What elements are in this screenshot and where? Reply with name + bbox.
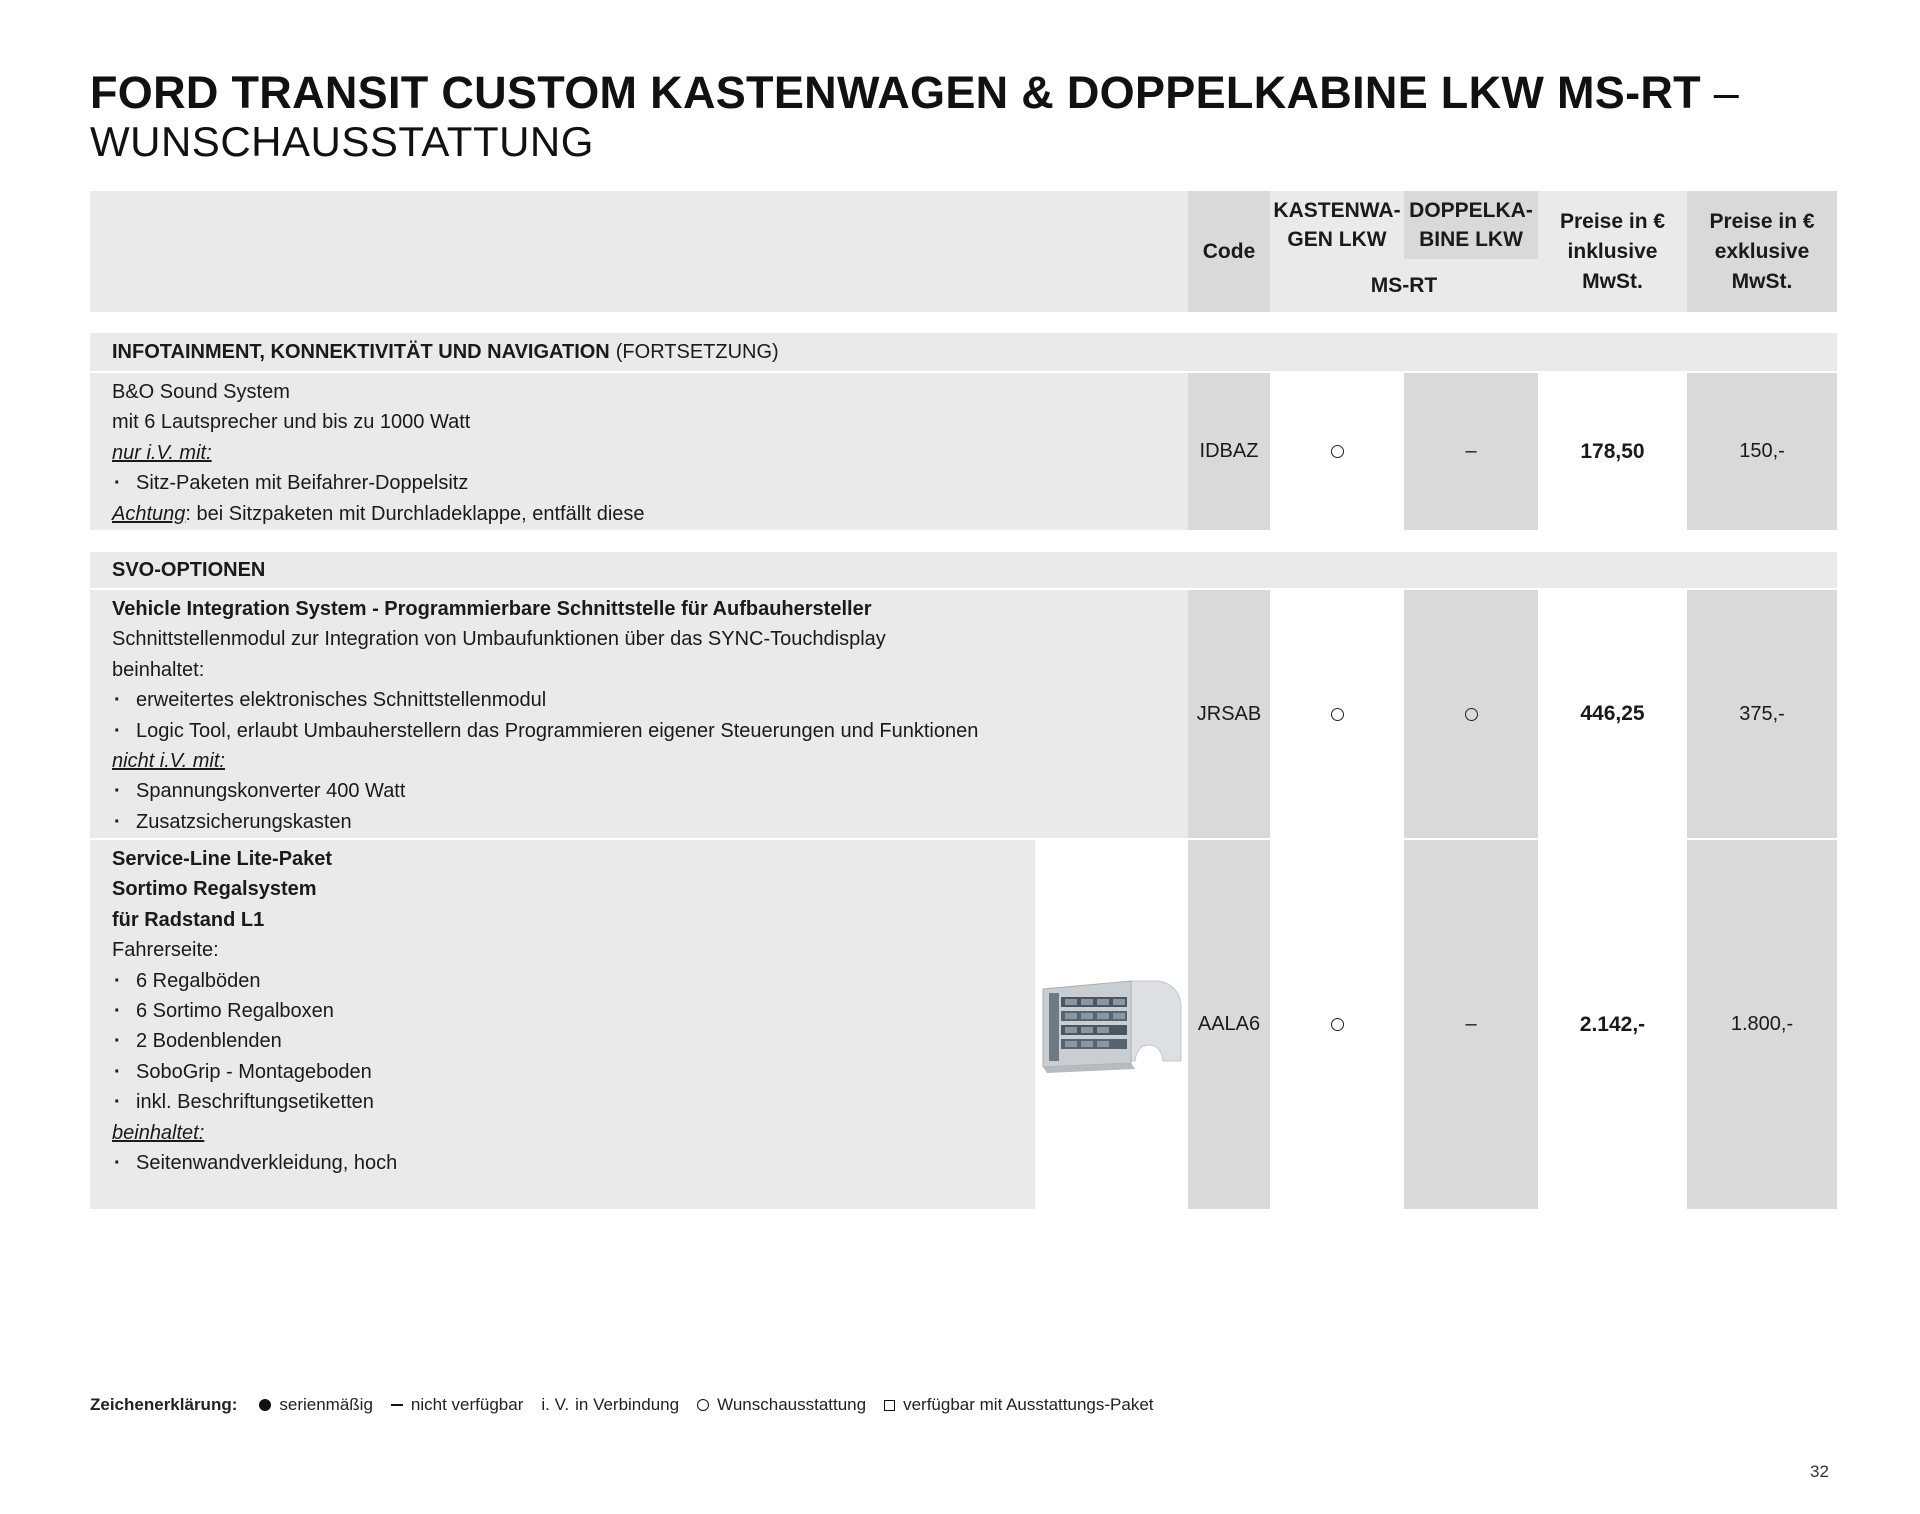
optional-circle-icon [1331,445,1344,458]
header-doppelkabine: DOPPELKA- BINE LKW [1404,191,1538,259]
row-vis-doppel [1404,590,1538,838]
optional-circle-icon [1465,708,1478,721]
row-vis-price-incl: 446,25 [1538,590,1687,838]
section-svo-optionen: SVO-OPTIONEN [90,552,1837,588]
row-service-line-image-cell [1037,840,1188,1209]
legend-title: Zeichenerklärung: [90,1395,238,1414]
dash-icon [391,1404,403,1406]
row-bo-price-excl: 150,- [1687,373,1837,530]
row-service-line-price-excl: 1.800,- [1687,840,1837,1209]
page-title [90,68,1739,166]
row-service-line-doppel: – [1404,840,1538,1209]
optional-circle-icon [1331,708,1344,721]
row-vis-description: Vehicle Integration System - Programmierbare Schnittstelle für Aufbauhersteller Schnittstellenmodul zur Integration von Umbaufunktionen über das SYNC-Touchdisplay beinhaltet: · erweitertes elektronisches Schnittstellenmodul · Logic Tool, erlaubt Umbauherstellern das Programmieren eigener Steuerungen und Funktionen nicht i.V. mit: · Spannungskonverter 400 Watt · Zusatzsicherungskasten [90,590,1188,838]
row-bo-doppel: – [1404,373,1538,530]
square-icon [884,1400,895,1411]
header-price-excl: Preise in € exklusive MwSt. [1687,191,1837,312]
header-price-incl: Preise in € inklusive MwSt. [1538,191,1687,312]
row-service-line-description: Service-Line Lite-Paket Sortimo Regalsystem für Radstand L1 Fahrerseite: · 6 Regalböden · 6 Sortimo Regalboxen · 2 Bodenblenden · SoboGrip - Montageboden · inkl. Beschriftungsetiketten beinhaltet: · Seitenwandverkleidung, hoch [90,840,1035,1209]
page-number: 32 [1810,1462,1829,1481]
header-description-cell [90,191,1188,312]
row-vis-price-excl: 375,- [1687,590,1837,838]
legend-item-not-available: nicht verfügbar [391,1395,523,1415]
row-bo-code: IDBAZ [1188,373,1270,530]
legend-item-in-combination: i. V. in Verbindung [541,1395,680,1414]
row-service-line-kasten [1270,840,1404,1209]
optional-circle-icon [1331,1018,1344,1031]
legend-item-package: verfügbar mit Ausstattungs-Paket [884,1395,1153,1415]
row-vis-code: JRSAB [1188,590,1270,838]
legend [90,1395,1172,1415]
circle-icon [697,1399,709,1411]
shelving-system-image [1039,975,1187,1075]
title-line-2: WUNSCHAUSSTATTUNG [90,118,594,165]
row-service-line-code: AALA6 [1188,840,1270,1209]
row-bo-price-incl: 178,50 [1538,373,1687,530]
row-service-line-price-incl: 2.142,- [1538,840,1687,1209]
filled-dot-icon [259,1399,271,1411]
header-code: Code [1188,191,1270,312]
legend-item-optional: Wunschausstattung [697,1395,866,1415]
row-bo-sound-description: B&O Sound System mit 6 Lautsprecher und bis zu 1000 Watt nur i.V. mit: · Sitz-Paketen mit Beifahrer-Doppelsitz Achtung: bei Sitzpaketen mit Durchladeklappe, entfällt diese [90,373,1188,530]
section-infotainment: INFOTAINMENT, KONNEKTIVITÄT UND NAVIGATION (FORTSETZUNG) [90,333,1837,371]
row-vis-kasten [1270,590,1404,838]
legend-item-standard: serienmäßig [259,1395,373,1415]
header-kastenwagen: KASTENWA- GEN LKW [1270,191,1404,259]
row-bo-kasten [1270,373,1404,530]
header-variant-ms-rt: MS-RT [1270,259,1538,312]
title-line-1: FORD TRANSIT CUSTOM KASTENWAGEN & DOPPELKABINE LKW MS-RT – [90,67,1740,118]
